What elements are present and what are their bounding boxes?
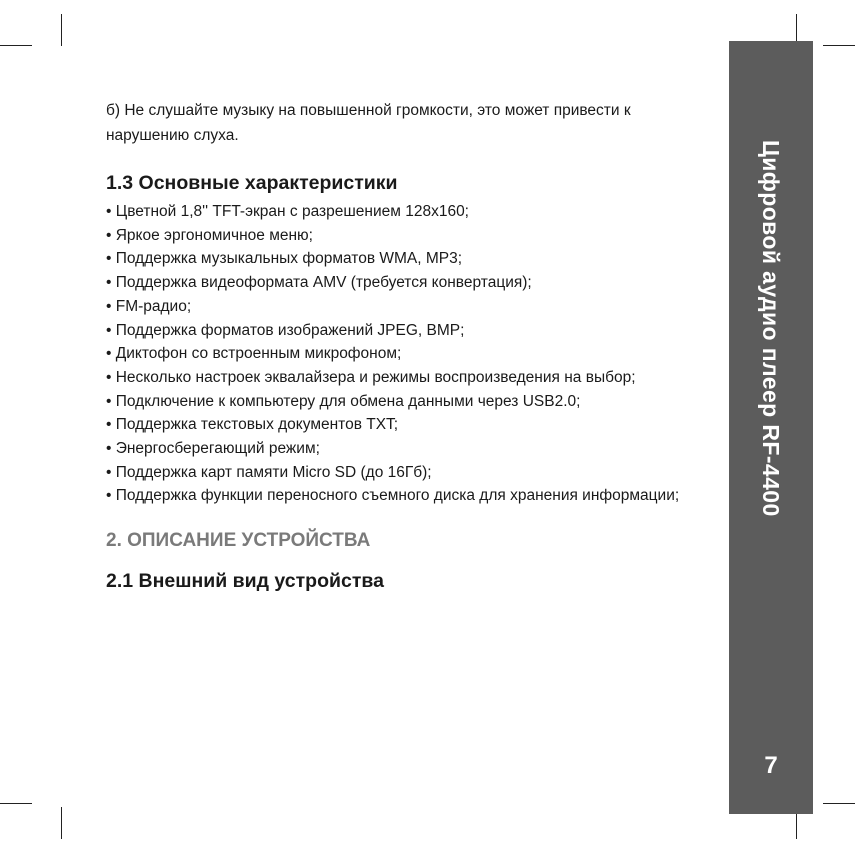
crop-mark [823,45,855,46]
feature-item: • Энергосберегающий режим; [106,440,320,458]
crop-mark [61,14,62,46]
section-1-3-heading: 1.3 Основные характеристики [106,172,398,194]
crop-mark [0,45,32,46]
feature-item: • Поддержка видеоформата AMV (требуется конвертация); [106,274,532,292]
intro-paragraph: б) Не слушайте музыку на повышенной громкости, это может привести к нарушению слуха. [106,102,631,144]
feature-item: • Подключение к компьютеру для обмена данными через USB2.0; [106,392,581,410]
features-list [106,200,686,508]
feature-item: • Цветной 1,8'' TFT-экран с разрешением 128x160; [106,203,469,220]
crop-mark [0,803,32,804]
crop-mark [823,803,855,804]
feature-item: • Поддержка музыкальных форматов WMA, MP3; [106,250,463,268]
section-2-1-heading: 2.1 Внешний вид устройства [106,570,384,593]
page-number: 7 [764,752,778,779]
product-title: Цифровой аудио плеер RF-4400 [758,140,784,517]
section-2-heading: 2. ОПИСАНИЕ УСТРОЙСТВА [106,530,371,552]
feature-item: • Поддержка форматов изображений JPEG, BMP; [106,321,465,339]
feature-item: • Несколько настроек эквалайзера и режимы воспроизведения на выбор; [106,368,636,386]
feature-item: • Поддержка функции переносного съемного диска для хранения информации; [106,487,680,505]
feature-item: • Поддержка карт памяти Micro SD (до 16Гб); [106,463,432,481]
feature-item: • FM-радио; [106,297,192,315]
feature-item: • Яркое эргономичное меню; [106,226,313,244]
page-content [106,98,686,594]
feature-item: • Поддержка текстовых документов TXT; [106,416,399,434]
side-tab [729,41,813,814]
feature-item: • Диктофон со встроенным микрофоном; [106,345,402,363]
crop-mark [61,807,62,839]
